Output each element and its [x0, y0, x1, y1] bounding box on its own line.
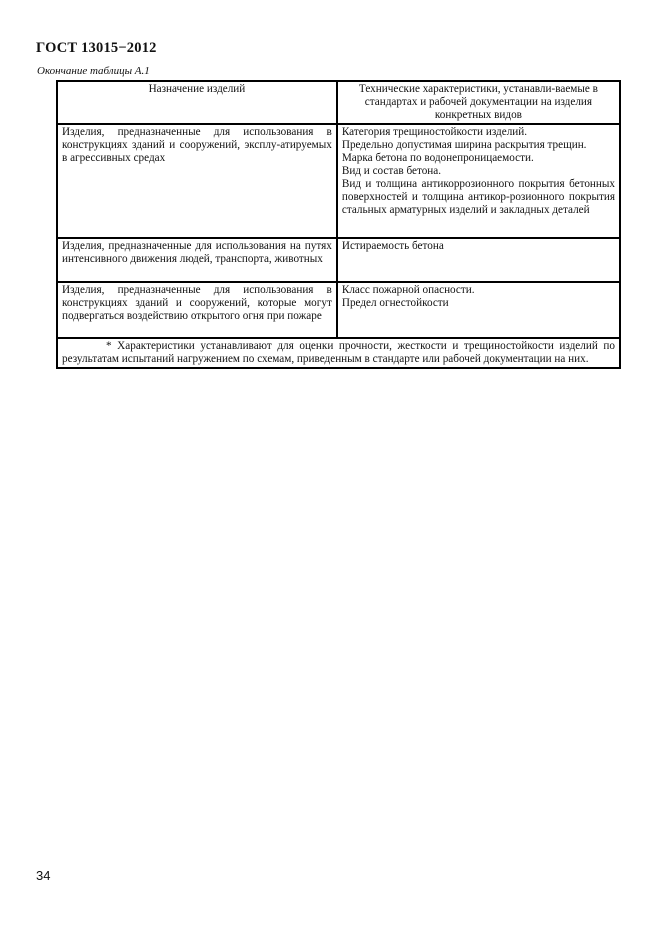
- row-purpose: Изделия, предназначенные для использования в конструкциях зданий и сооружений, эксплу-атируемых в агрессивных средах: [57, 124, 337, 238]
- characteristic-item: Предельно допустимая ширина раскрытия трещин.: [341, 139, 587, 151]
- characteristic-item: Предел огнестойкости: [341, 297, 449, 309]
- characteristic-item: Категория трещиностойкости изделий.: [341, 126, 528, 138]
- characteristic-item: Вид и толщина антикоррозионного покрытия бетонных поверхностей и толщина антикор-розионного покрытия стальных арматурных изделий и закладных деталей: [341, 178, 615, 216]
- requirements-table: [56, 80, 621, 369]
- row-characteristics: [337, 124, 620, 238]
- table-footnote-row: [57, 338, 620, 368]
- table-row: [57, 238, 620, 282]
- document-title: ГОСТ 13015−2012: [36, 40, 157, 56]
- row-purpose: Изделия, предназначенные для использования на путях интенсивного движения людей, транспорта, животных: [57, 238, 337, 282]
- characteristic-item: Класс пожарной опасности.: [341, 284, 475, 296]
- characteristic-item: Истираемость бетона: [341, 240, 444, 252]
- table-footnote-cell: [57, 338, 620, 368]
- column-header-purpose: Назначение изделий: [57, 81, 337, 124]
- table-footnote: * Характеристики устанавливают для оценки прочности, жесткости и трещиностойкости изделий по результатам испытаний нагружением по схемам, приведенным в стандарте или рабочей документации на них.: [62, 340, 615, 365]
- row-characteristics: [337, 282, 620, 338]
- characteristic-item: Марка бетона по водонепроницаемости.: [341, 152, 534, 164]
- row-purpose: Изделия, предназначенные для использования в конструкциях зданий и сооружений, которые могут подвергаться воздействию открытого огня при пожаре: [57, 282, 337, 338]
- row-characteristics: [337, 238, 620, 282]
- table-row: [57, 282, 620, 338]
- page-number: 34: [36, 868, 51, 883]
- table-header-row: [57, 81, 620, 124]
- column-header-characteristics: Технические характеристики, устанавли-ваемые в стандартах и рабочей документации на изделия конкретных видов: [337, 81, 620, 124]
- table-row: [57, 124, 620, 238]
- characteristic-item: Вид и состав бетона.: [341, 165, 442, 177]
- table-caption: Окончание таблицы А.1: [37, 65, 150, 77]
